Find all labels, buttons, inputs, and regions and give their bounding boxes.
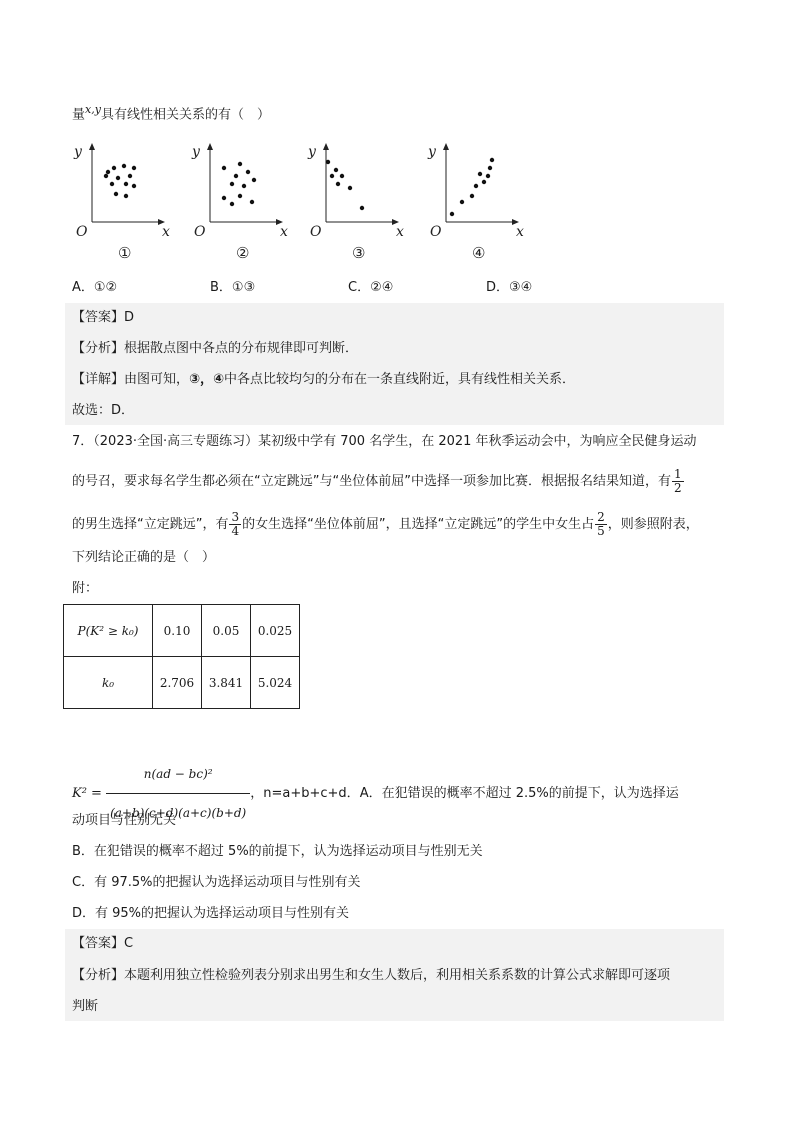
- q6-analysis-text: 根据散点图中各点的分布规律即可判断．: [124, 341, 359, 356]
- q6-option-b[interactable]: B．①③: [210, 280, 256, 295]
- scatter-point: [330, 174, 334, 178]
- scatter-point: [238, 162, 242, 166]
- scatter-point: [474, 184, 478, 188]
- table-p-2: 0.025: [251, 605, 300, 657]
- scatter-point: [110, 182, 114, 186]
- scatter-point: [360, 206, 364, 210]
- scatter-point: [116, 176, 120, 180]
- q6-detail: [72, 370, 575, 390]
- plot-label: ①: [118, 244, 132, 262]
- q6-detail-post: 中各点比较均匀的分布在一条直线附近，具有线性相关关系．: [224, 372, 576, 387]
- scatter-point: [222, 196, 226, 200]
- q6-detail-tag: 【详解】: [72, 372, 125, 387]
- q7-option-c[interactable]: C．有 97.5%的把握认为选择运动项目与性别有关: [72, 875, 361, 890]
- x-axis-label: x: [396, 224, 404, 240]
- scatter-plots: [60, 138, 540, 266]
- table-k-0: 2.706: [153, 657, 202, 709]
- scatter-point: [132, 166, 136, 170]
- table-k-2: 5.024: [251, 657, 300, 709]
- q7-analysis-text: 本题利用独立性检验列表分别求出男生和女生人数后，利用相关系系数的计算公式求解即可逐项: [124, 968, 671, 983]
- scatter-point: [132, 184, 136, 188]
- table-p-1: 0.05: [202, 605, 251, 657]
- scatter-point: [114, 192, 118, 196]
- q7-appendix: 附：: [72, 581, 99, 596]
- scatter-point: [242, 184, 246, 188]
- q6-choose: 故选：D．: [72, 403, 135, 418]
- scatter-point: [222, 166, 226, 170]
- scatter-point: [246, 170, 250, 174]
- q7-frac-2-5: $\frac{2}{5}$: [597, 510, 605, 538]
- q7-analysis-cont: 判断: [72, 999, 99, 1014]
- table-k-1: 3.841: [202, 657, 251, 709]
- scatter-point: [478, 172, 482, 176]
- q6-stem-post: 具有线性相关关系的有（ ）: [100, 107, 270, 123]
- scatter-point: [122, 164, 126, 168]
- scatter-point: [128, 174, 132, 178]
- q6-analysis: [72, 339, 358, 359]
- scatter-point: [112, 166, 116, 170]
- scatter-point: [104, 174, 108, 178]
- scatter-point: [334, 168, 338, 172]
- scatter-point: [460, 200, 464, 204]
- plot-label: ③: [352, 244, 366, 262]
- scatter-plot-2: [191, 144, 288, 262]
- scatter-point: [250, 200, 254, 204]
- q6-detail-bold: ③，④: [189, 372, 225, 387]
- origin-label: O: [430, 224, 442, 240]
- q7-line4: 下列结论正确的是（ ）: [72, 550, 216, 565]
- y-axis-label: y: [192, 144, 200, 160]
- y-axis-label: y: [74, 144, 82, 160]
- q6-option-a[interactable]: A．①②: [72, 280, 118, 295]
- q7-line2: [72, 468, 685, 495]
- scatter-point: [336, 182, 340, 186]
- q6-stem-pre: 量: [72, 107, 86, 123]
- k-squared-table: [63, 604, 300, 709]
- table-p-0: 0.10: [153, 605, 202, 657]
- q6-detail-pre: 由图可知，: [124, 372, 190, 387]
- q6-option-c[interactable]: C．②④: [348, 280, 394, 295]
- table-head-p: P(K² ≥ k₀): [64, 605, 153, 657]
- scatter-point: [124, 194, 128, 198]
- x-axis-label: x: [162, 224, 170, 240]
- q7-line1: 7．（2023·全国·高三专题练习）某初级中学有 700 名学生，在 2021 年秋季运动会中，为响应全民健身运动: [72, 434, 697, 449]
- x-axis-label: x: [516, 224, 524, 240]
- scatter-point: [490, 158, 494, 162]
- q7-frac-1-2: $\frac{1}{2}$: [673, 467, 682, 495]
- q7-frac-3-4: $\frac{3}{4}$: [231, 510, 240, 538]
- scatter-point: [106, 170, 110, 174]
- q7-analysis: [72, 966, 670, 986]
- origin-label: O: [194, 224, 206, 240]
- q7-line3: 的男生选择“立定跳远”，有 $\frac{3}{4}$ 的女生选择“坐位体前屈”，且选择“立定跳远”的学生中女生占 $\frac{2}{5}$ ，则参照附表，: [72, 510, 699, 538]
- q7-analysis-tag: 【分析】: [72, 968, 125, 983]
- scatter-point: [482, 180, 486, 184]
- q6-analysis-tag: 【分析】: [72, 341, 125, 356]
- formula-lhs: K² =: [72, 786, 102, 801]
- q6-answer-block: [65, 303, 724, 425]
- y-axis-label: y: [308, 144, 316, 160]
- scatter-point: [326, 160, 330, 164]
- q7-answer: 【答案】C: [72, 936, 134, 951]
- scatter-plot-1: [73, 144, 170, 262]
- q7-line2-text: 的号召，要求每名学生都必须在“立定跳远”与“坐位体前屈”中选择一项参加比赛．根据报名结果知道，有: [72, 474, 671, 489]
- scatter-plot-3: [307, 144, 404, 262]
- plot-label: ②: [236, 244, 250, 262]
- scatter-point: [238, 194, 242, 198]
- q7-option-a-part1[interactable]: A．在犯错误的概率不超过 2.5%的前提下，认为选择运: [359, 786, 679, 801]
- scatter-point: [234, 174, 238, 178]
- x-axis-label: x: [280, 224, 288, 240]
- origin-label: O: [76, 224, 88, 240]
- plot-label: ④: [472, 244, 486, 262]
- scatter-point: [450, 212, 454, 216]
- scatter-point: [486, 174, 490, 178]
- scatter-point: [348, 186, 352, 190]
- scatter-point: [470, 194, 474, 198]
- q6-option-d[interactable]: D．③④: [486, 280, 533, 295]
- q7-option-b[interactable]: B．在犯错误的概率不超过 5%的前提下，认为选择运动项目与性别无关: [72, 844, 483, 859]
- y-axis-label: y: [428, 144, 436, 160]
- q6-stem-vars: x,y: [85, 103, 101, 116]
- table-head-k: k₀: [64, 657, 153, 709]
- q6-answer: 【答案】D: [72, 310, 135, 325]
- q7-option-a-part2: 动项目与性别无关: [72, 813, 177, 828]
- formula-fraction: $\frac{\text{n(ad − bc)²}}{(a+b)(c+d)(a+c)(b+d)}$: [106, 757, 250, 830]
- q6-stem: [72, 100, 270, 125]
- scatter-point: [252, 178, 256, 182]
- scatter-point: [230, 202, 234, 206]
- scatter-point: [488, 166, 492, 170]
- q7-option-d[interactable]: D．有 95%的把握认为选择运动项目与性别有关: [72, 906, 350, 921]
- scatter-point: [230, 182, 234, 186]
- scatter-plot-4: [427, 144, 524, 262]
- formula-tail: ，n=a+b+c+d．: [250, 786, 360, 801]
- origin-label: O: [310, 224, 322, 240]
- scatter-point: [124, 182, 128, 186]
- scatter-point: [340, 174, 344, 178]
